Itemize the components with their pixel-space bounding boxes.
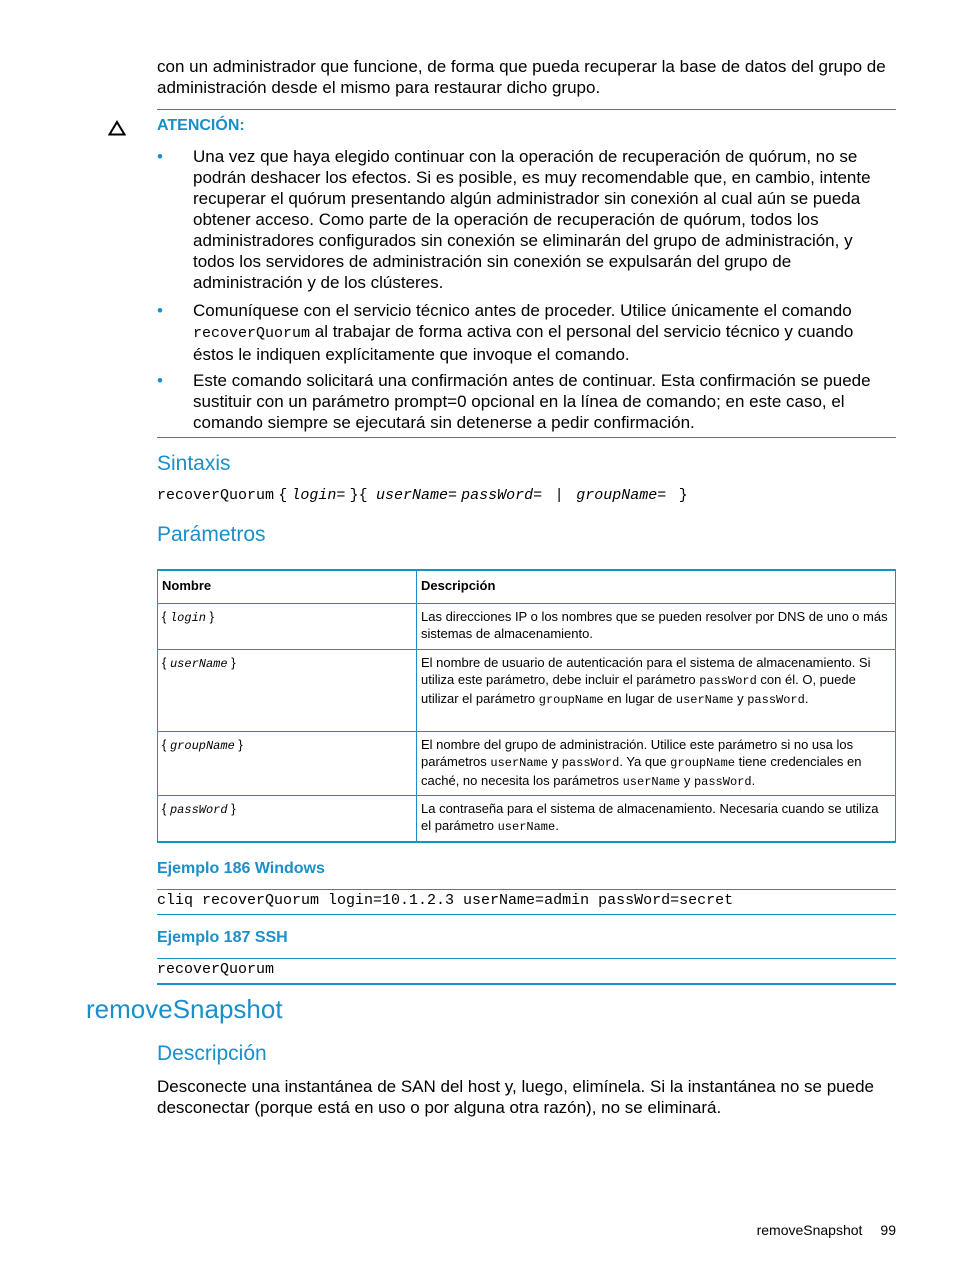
table-row: [158, 650, 896, 732]
param-description-cell: El nombre de usuario de autenticación para el sistema de almacenamiento. Si utiliza este parámetro, debe incluir el parámetro passWord con él. O, puede utilizar el parámetro groupName en lugar de userName y passWord.: [417, 650, 896, 732]
intro-paragraph: con un administrador que funcione, de forma que pueda recuperar la base de datos del grupo de administración desde el mismo para restaurar dicho grupo.: [157, 57, 886, 97]
example-187-title: Ejemplo 187 SSH: [157, 929, 288, 946]
bullet-text: Una vez que haya elegido continuar con la operación de recuperación de quórum, no se podrán deshacer los efectos. Si es posible, es muy recomendable que, en cambio, intente recuperar el quórum presentando algún administrador sin conexión al cual aún se pueda obtener acceso. Como parte de la operación de recuperación de quórum, todos los administradores configurados sin conexión se eliminarán del grupo de administración, y todos los servidores de administración sin conexión se expulsarán del grupo de administración y de los clústeres.: [193, 147, 871, 292]
table-row: [158, 732, 896, 796]
param-description-cell: La contraseña para el sistema de almacenamiento. Necesaria cuando se utiliza el parámetro userName.: [417, 796, 896, 842]
column-header-name: Nombre: [158, 570, 417, 604]
section-title: removeSnapshot: [86, 994, 283, 1024]
column-header-description: Descripción: [417, 570, 896, 604]
warning-triangle-icon: [108, 120, 126, 136]
description-paragraph: Desconecte una instantánea de SAN del host y, luego, elimínela. Si la instantánea no se puede desconectar (porque está en uso o por alguna otra razón), no se eliminará.: [157, 1077, 874, 1117]
warning-bullet-3: [157, 370, 897, 434]
bullet-text: Este comando solicitará una confirmación antes de continuar. Esta confirmación se puede sustituir con un parámetro prompt=0 opcional en la línea de comando; en este caso, el comando siempre se ejecutará sin detenerse a pedir confirmación.: [193, 371, 871, 432]
parameters-heading: Parámetros: [157, 523, 266, 546]
page-footer: [600, 1222, 896, 1238]
param-description-cell: Las direcciones IP o los nombres que se pueden resolver por DNS de uno o más sistemas de almacenamiento.: [417, 604, 896, 650]
bullet-text: Comuníquese con el servicio técnico antes de proceder. Utilice únicamente el comando recoverQuorum al trabajar de forma activa con el personal del servicio técnico y cuando éstos le indiquen explícitamente que invoque el comando.: [193, 301, 854, 364]
table-header-row: [158, 570, 896, 604]
page-number: 99: [880, 1222, 896, 1238]
inline-code: recoverQuorum: [193, 325, 311, 342]
param-description-cell: El nombre del grupo de administración. Utilice este parámetro si no usa los parámetros userName y passWord. Ya que groupName tiene credenciales en caché, no necesita los parámetros userName y passWord.: [417, 732, 896, 796]
description-heading: Descripción: [157, 1042, 267, 1065]
table-row: [158, 796, 896, 842]
param-name-cell: { login }: [158, 604, 417, 650]
warning-bullet-2: [157, 300, 897, 364]
table-row: [158, 604, 896, 650]
param-name-cell: { userName }: [158, 650, 417, 732]
warning-bullet-1: [157, 146, 897, 292]
bullet-dot: •: [157, 147, 163, 166]
syntax-line: recoverQuorum { login= }{ userName= passWord= | groupName= }: [157, 487, 688, 504]
example-187-code: recoverQuorum: [157, 958, 896, 985]
warning-bottom-rule: [157, 437, 896, 438]
warning-title: ATENCIÓN:: [157, 117, 245, 134]
bullet-dot: •: [157, 371, 163, 390]
example-186-code: cliq recoverQuorum login=10.1.2.3 userName=admin passWord=secret: [157, 889, 896, 915]
param-name-cell: { passWord }: [158, 796, 417, 842]
example-186-title: Ejemplo 186 Windows: [157, 860, 325, 877]
footer-section: removeSnapshot: [756, 1222, 863, 1238]
syntax-heading: Sintaxis: [157, 452, 231, 475]
warning-top-rule: [157, 109, 896, 110]
param-name-cell: { groupName }: [158, 732, 417, 796]
parameters-table: [157, 569, 896, 843]
bullet-dot: •: [157, 301, 163, 320]
